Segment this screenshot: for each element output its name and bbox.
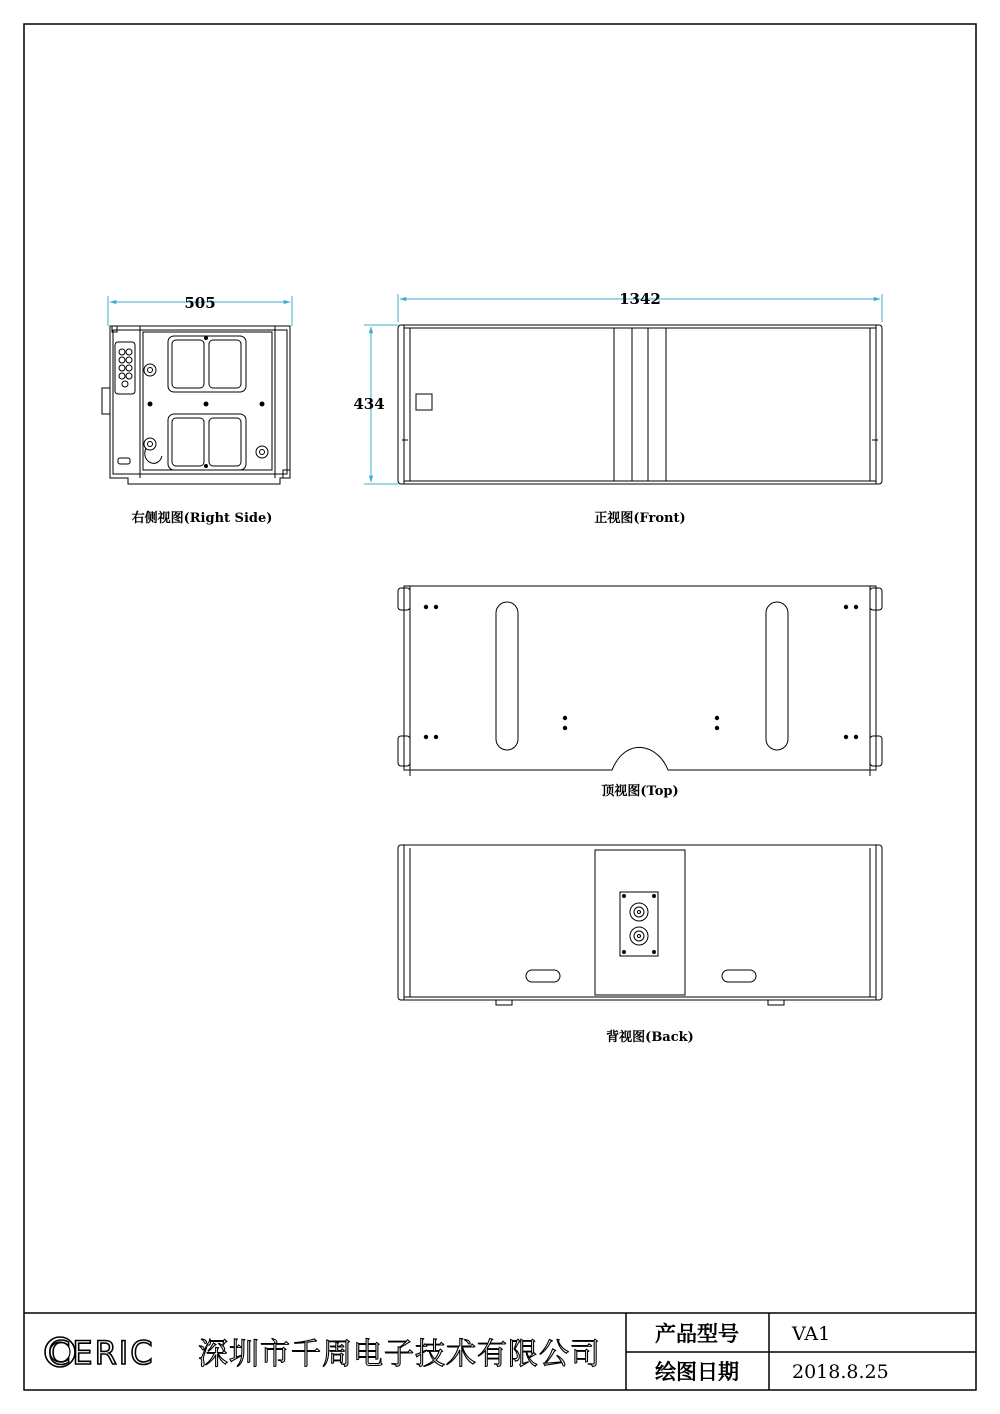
model-label: 产品型号 bbox=[655, 1322, 739, 1346]
top-label: 顶视图(Top) bbox=[601, 784, 679, 799]
back-view bbox=[398, 845, 882, 1005]
front-label: 正视图(Front) bbox=[594, 511, 686, 526]
sheet-border bbox=[24, 24, 976, 1390]
company-name: 深圳市千周电子技术有限公司 bbox=[198, 1337, 601, 1372]
date-value: 2018.8.25 bbox=[792, 1361, 889, 1383]
model-value: VA1 bbox=[792, 1323, 831, 1345]
right-side-width-value: 505 bbox=[184, 294, 216, 312]
right-side-label: 右侧视图(Right Side) bbox=[131, 511, 273, 526]
front-view bbox=[364, 294, 882, 484]
front-width-value: 1342 bbox=[619, 290, 661, 308]
front-height-value: 434 bbox=[353, 395, 385, 413]
date-label: 绘图日期 bbox=[655, 1360, 739, 1384]
right-side-view bbox=[102, 296, 292, 484]
top-view bbox=[398, 586, 882, 776]
logo-text: CERIC bbox=[48, 1334, 155, 1372]
ceric-logo bbox=[45, 1334, 155, 1372]
back-label: 背视图(Back) bbox=[606, 1030, 694, 1045]
